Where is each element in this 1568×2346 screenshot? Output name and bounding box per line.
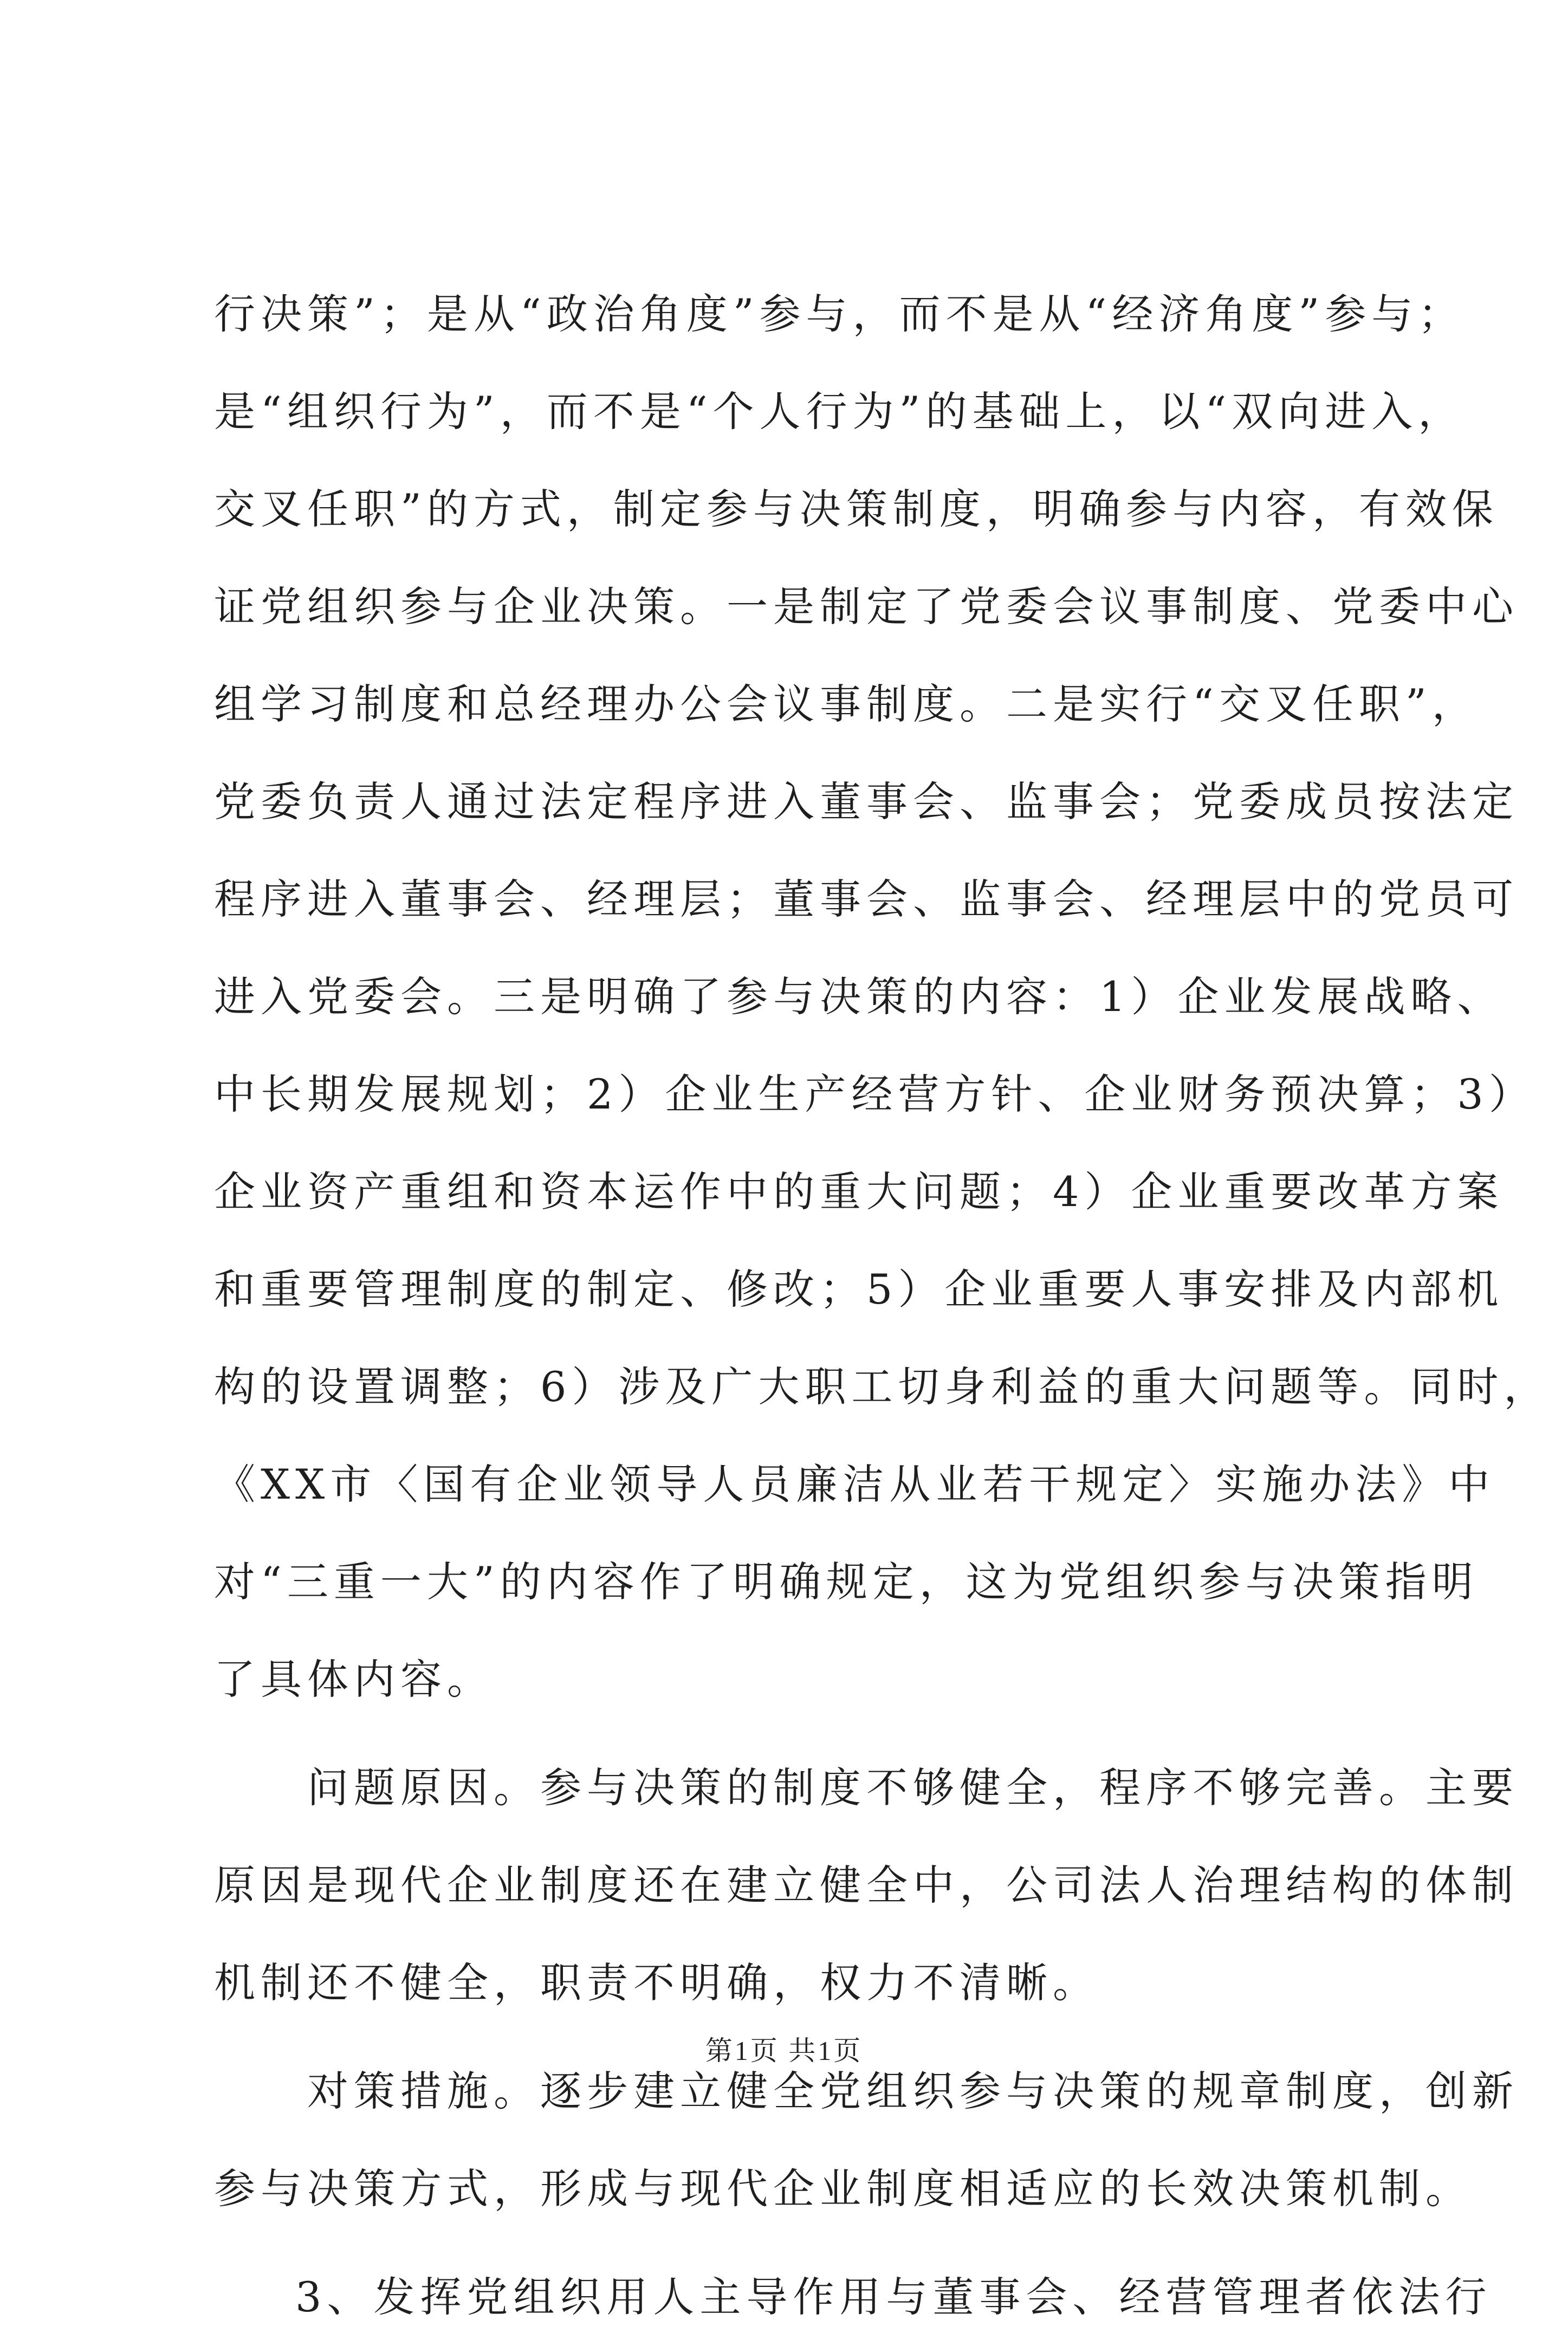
text-line: 是“组织行为”，而不是“个人行为”的基础上，以“双向进入， <box>214 387 1465 436</box>
paragraph-first-line: 对策措施。逐步建立健全党组织参与决策的规章制度，创新 <box>307 2067 1519 2115</box>
page-number-footer: 第1页 共1页 <box>705 2036 863 2066</box>
text-line: 党委负责人通过法定程序进入董事会、监事会；党委成员按法定 <box>214 777 1519 826</box>
text-line: 机制还不健全，职责不明确，权力不清晰。 <box>214 1959 1099 2007</box>
text-line: 原因是现代企业制度还在建立健全中，公司法人治理结构的体制 <box>214 1861 1519 1909</box>
text-line: 组学习制度和总经理办公会议事制度。二是实行“交叉任职”， <box>214 680 1479 728</box>
text-line: 中长期发展规划；2）企业生产经营方针、企业财务预决算；3） <box>214 1070 1535 1118</box>
text-line: 交叉任职”的方式，制定参与决策制度，明确参与内容，有效保 <box>214 485 1499 533</box>
text-line: 进入党委会。三是明确了参与决策的内容：1）企业发展战略、 <box>214 973 1504 1021</box>
text-line: 了具体内容。 <box>214 1655 494 1703</box>
paragraph-first-line: 问题原因。参与决策的制度不够健全，程序不够完善。主要 <box>307 1764 1519 1812</box>
text-line: 证党组织参与企业决策。一是制定了党委会议事制度、党委中心 <box>214 582 1519 631</box>
text-line: 和重要管理制度的制定、修改；5）企业重要人事安排及内部机 <box>214 1265 1504 1313</box>
text-line: 企业资产重组和资本运作中的重大问题；4）企业重要改革方案 <box>214 1168 1504 1216</box>
text-line: 《XX市〈国有企业领导人员廉洁从业若干规定〉实施办法》中 <box>214 1460 1495 1508</box>
text-line: 参与决策方式，形成与现代企业制度相适应的长效决策机制。 <box>214 2164 1472 2213</box>
text-line: 程序进入董事会、经理层；董事会、监事会、经理层中的党员可 <box>214 875 1519 923</box>
paragraph-first-line: 3、发挥党组织用人主导作用与董事会、经营管理者依法行 <box>295 2273 1492 2321</box>
text-line: 行决策”；是从“政治角度”参与，而不是从“经济角度”参与； <box>214 290 1465 338</box>
text-line: 构的设置调整；6）涉及广大职工切身利益的重大问题等。同时， <box>214 1363 1551 1411</box>
text-line: 对“三重一大”的内容作了明确规定，这为党组织参与决策指明 <box>214 1558 1479 1606</box>
